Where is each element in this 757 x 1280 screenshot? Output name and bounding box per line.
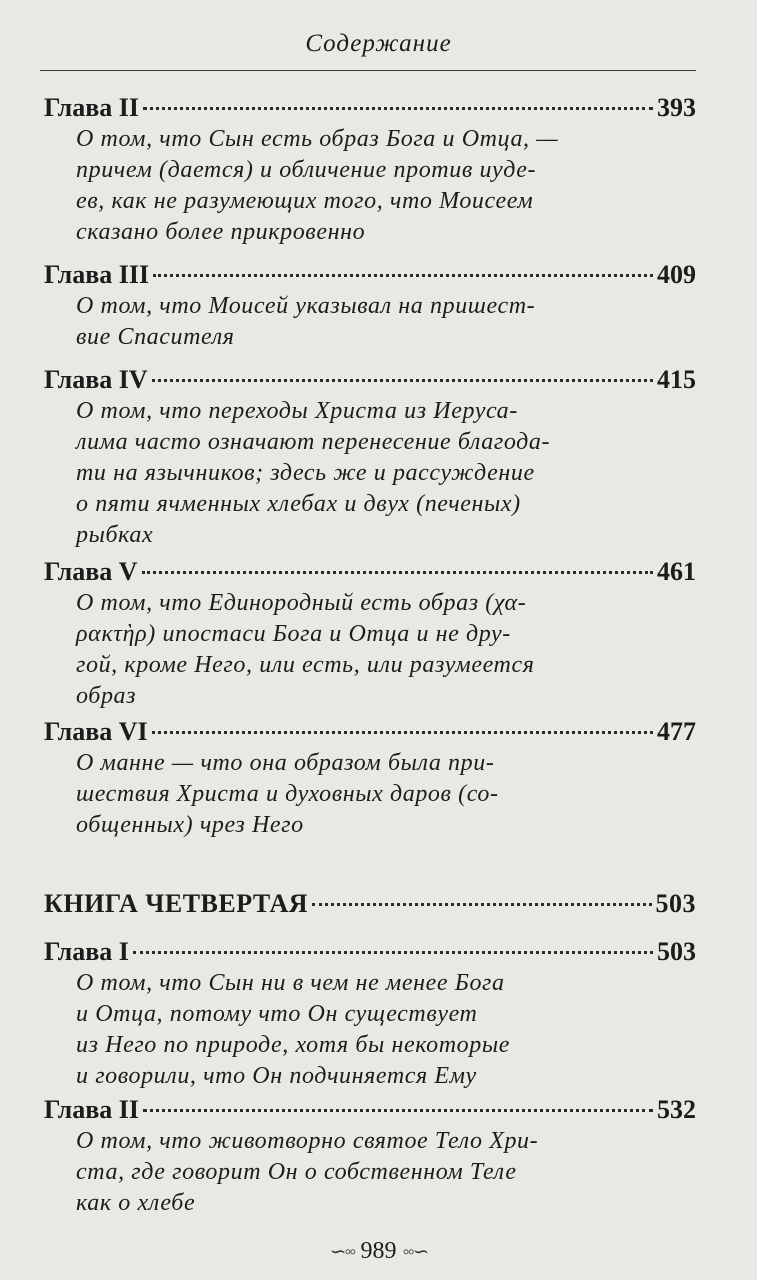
page-number: 503 [655, 889, 696, 918]
dot-leader [152, 379, 653, 382]
toc-entry [44, 1094, 696, 1219]
toc-entry [44, 936, 696, 1092]
toc-entry [44, 364, 696, 551]
dot-leader [153, 274, 653, 277]
dot-leader [143, 1109, 653, 1112]
toc-entry [44, 92, 696, 248]
page-number: 409 [657, 260, 696, 289]
book-entry [44, 888, 696, 920]
chapter-description: О том, что животворно святое Тело Хри- ста, где говорит Он о собственном Теле как о хлебе [76, 1128, 539, 1216]
chapter-label: Глава III [44, 260, 150, 289]
page-number: 415 [657, 365, 696, 394]
chapter-label: Глава V [44, 557, 138, 586]
chapter-label: Глава I [44, 937, 129, 966]
folio-number: 989 [360, 1238, 397, 1264]
chapter-description: О том, что Единородный есть образ (χα- ρακτὴρ) ипостаси Бога и Отца и не дру- гой, кроме Него, или есть, или разумеется образ [76, 590, 535, 709]
dot-leader [142, 571, 653, 574]
dot-leader [143, 107, 653, 110]
toc-entry [44, 556, 696, 712]
toc-entry [44, 259, 696, 353]
toc-entry [44, 716, 696, 841]
chapter-description: О манне — что она образом была при- шествия Христа и духовных даров (со- общенных) чрез Него [76, 750, 499, 838]
chapter-description: О том, что Сын ни в чем не менее Бога и Отца, потому что Он существует из Него по природе, хотя бы некоторые и говорили, что Он подчиняется Ему [76, 970, 510, 1089]
running-header: Содержание [305, 30, 452, 57]
page-number: 477 [657, 717, 696, 746]
chapter-description: О том, что Моисей указывал на пришест- вие Спасителя [76, 293, 536, 350]
chapter-description: О том, что переходы Христа из Иеруса- лима часто означают перенесение благода- ти на язычников; здесь же и рассуждение о пяти ячменных хлебах и двух (печеных) рыбках [76, 398, 551, 548]
dot-leader [312, 903, 651, 906]
ornament-left-icon: ∽◦◦ [329, 1241, 355, 1263]
dot-leader [152, 731, 653, 734]
chapter-label: Глава IV [44, 365, 148, 394]
book-title: КНИГА ЧЕТВЕРТАЯ [44, 889, 309, 918]
page-number: 503 [657, 937, 696, 966]
chapter-description: О том, что Сын есть образ Бога и Отца, — причем (дается) и обличение против иуде- ев, как не разумеющих того, что Моисеем сказано более прикровенно [76, 126, 559, 245]
chapter-label: Глава II [44, 93, 139, 122]
page-number: 532 [657, 1095, 696, 1124]
header-rule [40, 70, 696, 71]
page-footer [0, 1238, 757, 1265]
page-number: 461 [657, 557, 696, 586]
chapter-label: Глава VI [44, 717, 148, 746]
chapter-label: Глава II [44, 1095, 139, 1124]
dot-leader [133, 951, 653, 954]
ornament-right-icon: ◦◦∽ [402, 1241, 428, 1263]
page-number: 393 [657, 93, 696, 122]
